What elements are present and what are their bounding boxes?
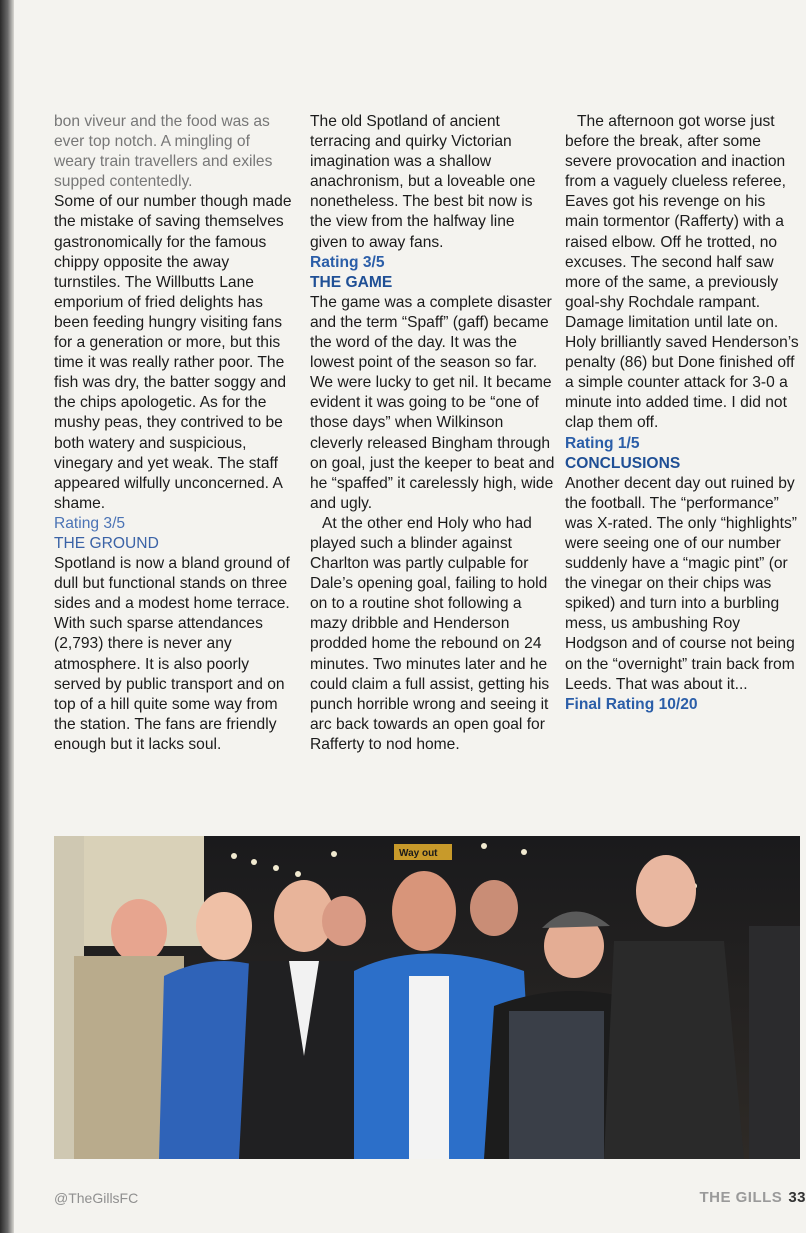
rating-label: Rating 1/5 [565,434,640,452]
body-paragraph: The old Spotland of ancient terracing and quirky Victorian imagination was a shallow anachronism, but a loveable one nonetheless. The best bit now is the view from the halfway line given to away fans. [310,113,536,251]
body-paragraph: The game was a complete disaster and the term “Spaff” (gaff) became the word of the day. It was the lowest point of the season so far. We were lucky to get nil. It became evident it was going to be “one of those days” when Wilkinson cleverly released Bingham through on goal, just the keeper to beat and he “spaffed” it carelessly high, wide and ugly. [310,293,555,512]
page-spine-shadow [0,0,14,1233]
rating-label: Rating 3/5 [54,514,126,532]
body-paragraph: Some of our number though made the mistake of saving themselves gastronomically for the famous chippy opposite the away turnstiles. The Willbutts Lane emporium of fried delights has been feeding hungry visiting fans for a generation or more, but this time it was really rather poor. The fish was dry, the batter soggy and the chips apologetic. As for the mushy peas, they contrived to be both watery and suspicious, vinegary and yet weak. The staff appeared wilfully unconcerned. A shame. [54,193,292,512]
body-paragraph: Spotland is now a bland ground of dull but functional stands on three sides and a modest home terrace. With such sparse attendances (2,793) there is never any atmosphere. It is also poorly served by public transport and on top of a hill quite some way from the station. The fans are friendly enough but it lacks soul. [54,555,290,753]
rating-label: Rating 3/5 [310,253,385,271]
page-footer [699,1189,806,1206]
body-paragraph: bon viveur and the food was as ever top notch. A mingling of weary train travellers and exiles supped contentedly. [54,113,273,191]
page-number: 33 [788,1189,806,1206]
magazine-name: THE GILLS [699,1189,783,1206]
social-handle: @TheGillsFC [54,1190,139,1206]
column-2 [310,112,556,755]
station-sign: Way out [399,848,438,859]
group-photo [54,836,800,1159]
section-heading-ground: THE GROUND [54,534,159,552]
final-rating-label: Final Rating 10/20 [565,695,698,713]
body-paragraph: The afternoon got worse just before the break, after some severe provocation and inaction from a vaguely clueless referee, Eaves got his revenge on his main tormentor (Rafferty) with a raised elbow. Off he trotted, no excuses. The second half saw more of the same, a previously goal-shy Rochdale rampant. Damage limitation until late on. Holy brilliantly saved Henderson’s penalty (86) but Done finished off a simple counter attack for 3-0 a minute into added time. I did not clap them off. [565,113,799,432]
section-heading-conclusions: CONCLUSIONS [565,454,681,472]
body-paragraph: At the other end Holy who had played such a blinder against Charlton was partly culpable for Dale’s opening goal, failing to hold on to a routine shot following a mazy dribble and Henderson prodded home the rebound on 24 minutes. Two minutes later and he could claim a full assist, getting his punch horrible wrong and seeing it arc back towards an open goal for Rafferty to nod home. [310,514,550,753]
section-heading-game: THE GAME [310,273,393,291]
column-1 [54,112,294,755]
column-3 [565,112,801,715]
body-paragraph: Another decent day out ruined by the football. The “performance” was X-rated. The only “highlights” were seeing one of our number suddenly have a “magic pint” (or the vinegar on their chips was spiked) and turn into a burbling mess, us ambushing Roy Hodgson and of course not being on the “overnight” train back from Leeds. That was about it... [565,474,797,693]
group-photo-illustration [54,836,800,1159]
